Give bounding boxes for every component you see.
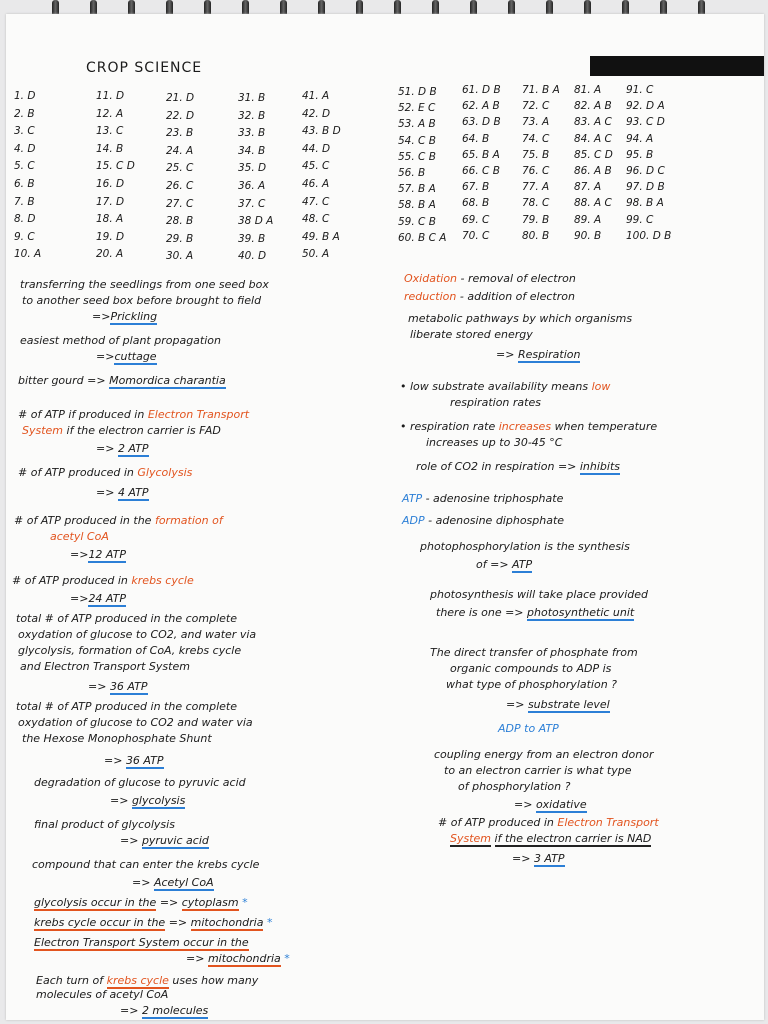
answer-key-item: 72. C [522, 100, 550, 113]
note-q12: compound that can enter the krebs cycle [32, 858, 260, 871]
answer-key-item: 67. B [462, 181, 490, 194]
answer-key-item: 36. A [238, 180, 266, 192]
answer-key-item: 40. D [238, 250, 267, 263]
note-r8-line1: The direct transfer of phosphate from [430, 646, 638, 659]
note-q11: final product of glycolysis [34, 818, 175, 831]
answer-momordica: Momordica charantia [109, 374, 226, 387]
answer-36-atp-b: 36 ATP [125, 754, 164, 767]
answer-key-item: 77. A [522, 181, 550, 194]
answer-key-item: 7. B [14, 195, 35, 208]
answer-key-item: 48. C [302, 213, 330, 226]
answer-key-item: 56. B [398, 167, 426, 179]
answer-key-item: 71. B A [522, 84, 560, 96]
answer-key-item: 27. C [166, 197, 194, 210]
answer-key-item: 82. A B [574, 100, 612, 113]
answer-key-item: 52. E C [398, 102, 436, 115]
note-q9-line1: total # of ATP produced in the complete [16, 700, 237, 713]
answer-acetyl-coa: Acetyl CoA [153, 876, 214, 889]
answer-key-item: 9. C [14, 230, 35, 243]
answer-key-item: 28. B [166, 215, 194, 228]
note-q9-line2: oxydation of glucose to CO2 and water via [18, 716, 253, 729]
answer-key-item: 85. C D [574, 148, 613, 161]
answer-key-item: 68. B [462, 197, 490, 210]
answer-key-item: 6. B [14, 178, 35, 190]
note-q3: bitter gourd [18, 374, 84, 387]
answer-key-item: 98. B A [626, 197, 664, 210]
answer-key-item: 23. B [166, 127, 194, 140]
answer-key-item: 46. A [302, 178, 330, 190]
note-q2: easiest method of plant propagation [20, 334, 221, 347]
answer-key-item: 57. B A [398, 183, 436, 196]
answer-key-item: 34. B [238, 144, 266, 157]
answer-key-item: 30. A [166, 250, 194, 263]
note-q1-line2: to another seed box before brought to field [22, 294, 262, 307]
answer-key-item: 25. C [166, 162, 194, 175]
answer-key-item: 95. B [626, 148, 654, 161]
note-r9-line3: of phosphorylation ? [458, 780, 571, 793]
answer-key-item: 15. C D [96, 160, 135, 173]
answer-key-item: 41. A [302, 90, 330, 102]
answer-pyruvic-acid: pyruvic acid [141, 834, 209, 847]
note-r8-line3: what type of phosphorylation ? [446, 678, 618, 691]
answer-key-item: 32. B [238, 109, 266, 122]
answer-key-item: 35. D [238, 162, 267, 175]
answer-2-atp: 2 ATP [117, 442, 149, 455]
notebook-page: CROP SCIENCE 1. D 2. B 3. C 4. D 5. C 6. B 7. B 8. D 9. C 10. A 11. D 12. A 13. C 14. B 15. C D 16. D 17. D 18. A 19. D 20. A 21. D 22. D 23. B 24. A 25. C 26. C 27. C 28. B 29. B 30. A 31. B 32. B 33. B 34. B 35. D 36. A 37. C 38 D A 39. B 40. D 41. A 42. D 43. B D 44. D 45. C 46. A 47. C 48. C 49. B A 50. A 51. D B 52. E C 53. A B 54. C B 55. C B 56. B 57. B A 58. B A 59. C B 60. B C A 61. D B 62. A B 63. D B 64. B 65. B A 66. C B 67. B 68. B 69. C 70. C 71. B A 72. C 73. A 74. C 75. B 76. C 77. A 78. C 79. B 80. B 81. A 82. A B 83. A C 84. A C 85. C D 86. A B 87. A 88. A C 89. A 90. B 91. C 92. D A 93. C D 94. A 95. B 96. D C 97. D B 98. B A 99. C 100. D B transferring the seedlings from one seed box to another seed box before brought to field =>Prickling easiest method of plant propagation =>cuttage bitter gourd => Momordica charantia # of ATP if produced in Electron Transport System if the electron carrier is FAD => 2 ATP # of ATP produced in Glycolysis => 4 ATP # of ATP produced in the formation of acetyl CoA =>12 ATP # of ATP produced in krebs cycle =>24 ATP total # of ATP produced in the complete oxydation of glucose to CO2, and water via glycolysis, formation of CoA, krebs cycle and Electron Transport System => 36 ATP total # of ATP produced in the complete oxydation of glucose to CO2 and water via the Hexose Monophosphate Shunt => 36 ATP degradation of glucose to pyruvic acid => glycolysis final product of glycolysis => pyruvic acid compound that can enter the krebs cycle => Acetyl CoA glycolysis occur in the => cytoplasm * krebs cycle occur in the => mitochondria * Electron Transport System occur in the => mitochondria * Each turn of krebs cycle uses how many molecules of acetyl CoA => 2 molecules Oxidation - removal of electron reduction - addition of electron metabolic pathways by which organisms liberate stored energy => Respiration • low substrate availability means low respiration rates • respiration rate increases when temperature increases up to 30-45 °C role of CO2 in respiration => inhibits ATP - adenosine triphosphate ADP - adenosine diphosphate photophosphorylation is the synthesis of => ATP photosynthesis will take place provided there is one => photosynthetic unit The direct transfer of phosphate from organic compounds to ADP is what type of phosphorylation ? => substrate level ADP to ATP coupling energy from an electron donor to an electron carrier is what type of phosphorylation ? => oxidative # of ATP produced in Electron Transport System if the electron carrier is NAD => 3 ATP [6, 14, 764, 1020]
answer-key-item: 80. B [522, 229, 550, 242]
answer-key-item: 79. B [522, 213, 550, 226]
answer-key-item: 21. D [166, 92, 195, 104]
page-title: CROP SCIENCE [86, 60, 203, 76]
answer-glycolysis: glycolysis [131, 794, 186, 807]
answer-key-item: 88. A C [574, 197, 612, 210]
answer-key-item: 16. D [96, 178, 125, 190]
answer-key-item: 54. C B [398, 134, 436, 147]
answer-key-item: 38 D A [238, 215, 274, 228]
page-tab-marker [590, 56, 764, 76]
note-q16-line2: molecules of acetyl CoA [36, 988, 169, 1001]
answer-key-item: 73. A [522, 116, 550, 129]
answer-key-item: 53. A B [398, 118, 436, 131]
answer-key-item: 2. B [14, 107, 35, 120]
answer-key-item: 60. B C A [398, 231, 447, 244]
answer-key-item: 87. A [574, 181, 602, 194]
answer-oxidative: oxidative [535, 798, 587, 811]
answer-key-item: 37. C [238, 197, 266, 210]
answer-key-item: 51. D B [398, 86, 437, 98]
answer-key-item: 13. C [96, 125, 124, 138]
answer-photosynthetic-unit: photosynthetic unit [527, 606, 635, 619]
answer-key-item: 44. D [302, 142, 331, 155]
note-r7-line1: photosynthesis will take place provided [430, 588, 648, 601]
answer-key-item: 76. C [522, 165, 550, 177]
note-r1-line1: metabolic pathways by which organisms [408, 312, 633, 325]
answer-key-item: 91. C [626, 84, 654, 96]
answer-key-item: 10. A [14, 248, 42, 261]
answer-key-item: 33. B [238, 127, 266, 140]
answer-key-item: 26. C [166, 180, 194, 192]
answer-key-item: 74. C [522, 132, 550, 145]
answer-key-item: 18. A [96, 213, 124, 226]
note-q10: degradation of glucose to pyruvic acid [34, 776, 246, 789]
answer-key-item: 94. A [626, 132, 654, 145]
note-r9-line1: coupling energy from an electron donor [434, 748, 654, 761]
answer-substrate-level: substrate level [527, 698, 610, 711]
answer-key-item: 93. C D [626, 116, 665, 129]
answer-key-item: 49. B A [302, 230, 340, 243]
answer-mitochondria-a: mitochondria [190, 916, 264, 929]
answer-key-item: 14. B [96, 142, 124, 155]
answer-key-item: 100. D B [626, 229, 672, 242]
answer-key-item: 19. D [96, 230, 125, 243]
answer-key-item: 61. D B [462, 84, 501, 96]
answer-cytoplasm: cytoplasm [181, 896, 239, 909]
answer-12-atp: 12 ATP [88, 548, 127, 561]
answer-key-item: 78. C [522, 197, 550, 210]
answer-key-item: 96. D C [626, 165, 665, 177]
note-r6-line1: photophosphorylation is the synthesis [420, 540, 630, 553]
answer-key-item: 3. C [14, 125, 35, 138]
note-r3-line2: increases up to 30-45 °C [426, 436, 563, 449]
answer-key-item: 63. D B [462, 116, 501, 129]
answer-key-item: 31. B [238, 92, 266, 104]
answer-key-item: 99. C [626, 213, 654, 226]
answer-key-item: 97. D B [626, 181, 665, 194]
note-q8-line1: total # of ATP produced in the complete [16, 612, 237, 625]
answer-key-item: 83. A C [574, 116, 612, 129]
answer-key-item: 86. A B [574, 165, 612, 177]
answer-key-item: 29. B [166, 232, 194, 245]
answer-key-item: 70. C [462, 229, 490, 242]
answer-atp: ATP [512, 558, 533, 571]
answer-2-molecules: 2 molecules [141, 1004, 209, 1017]
answer-key-item: 62. A B [462, 100, 500, 113]
answer-key-item: 42. D [302, 107, 331, 120]
answer-key-item: 65. B A [462, 148, 500, 161]
answer-key-item: 22. D [166, 109, 195, 122]
answer-key-item: 5. C [14, 160, 35, 173]
answer-key-item: 20. A [96, 248, 124, 261]
answer-key-item: 8. D [14, 213, 36, 226]
answer-mitochondria-b: mitochondria [207, 952, 281, 965]
note-q8-line3: glycolysis, formation of CoA, krebs cycle [18, 644, 242, 657]
answer-36-atp-a: 36 ATP [109, 680, 148, 693]
answer-key-item: 81. A [574, 84, 602, 96]
answer-key-item: 24. A [166, 144, 194, 157]
note-q9-line3: the Hexose Monophosphate Shunt [22, 732, 212, 745]
answer-key-item: 58. B A [398, 199, 436, 212]
note-q8-line4: and Electron Transport System [20, 660, 190, 673]
answer-cuttage: cuttage [114, 350, 157, 363]
answer-key-item: 47. C [302, 195, 330, 208]
answer-key-item: 55. C B [398, 150, 436, 163]
answer-key-item: 66. C B [462, 165, 500, 177]
answer-key-item: 92. D A [626, 100, 665, 113]
note-q8-line2: oxydation of glucose to CO2, and water via [18, 628, 257, 641]
answer-prickling: Prickling [110, 310, 158, 323]
note-r1-line2: liberate stored energy [410, 328, 533, 341]
answer-key-item: 90. B [574, 229, 602, 242]
answer-respiration: Respiration [517, 348, 581, 361]
answer-key-item: 50. A [302, 248, 330, 261]
answer-key-item: 12. A [96, 107, 124, 120]
answer-key-item: 11. D [96, 90, 125, 102]
answer-key-item: 75. B [522, 148, 550, 161]
answer-4-atp: 4 ATP [117, 486, 149, 499]
note-q1-line1: transferring the seedlings from one seed box [20, 278, 269, 291]
note-r9-line2: to an electron carrier is what type [444, 764, 632, 777]
answer-key-item: 43. B D [302, 125, 341, 138]
answer-key-item: 39. B [238, 232, 266, 245]
answer-key-item: 45. C [302, 160, 330, 173]
answer-key-item: 1. D [14, 90, 36, 102]
answer-key-item: 69. C [462, 213, 490, 226]
answer-inhibits: inhibits [579, 460, 621, 473]
note-adp-to-atp: ADP to ATP [498, 722, 559, 735]
note-r2-line2: respiration rates [450, 396, 541, 409]
answer-key-item: 59. C B [398, 215, 436, 228]
answer-key-item: 4. D [14, 142, 36, 155]
answer-3-atp: 3 ATP [533, 852, 565, 865]
answer-key-item: 89. A [574, 213, 602, 226]
answer-24-atp: 24 ATP [88, 592, 127, 605]
note-r8-line2: organic compounds to ADP is [450, 662, 612, 675]
answer-key-item: 17. D [96, 195, 125, 208]
answer-key-item: 64. B [462, 132, 490, 145]
answer-key-item: 84. A C [574, 132, 612, 145]
